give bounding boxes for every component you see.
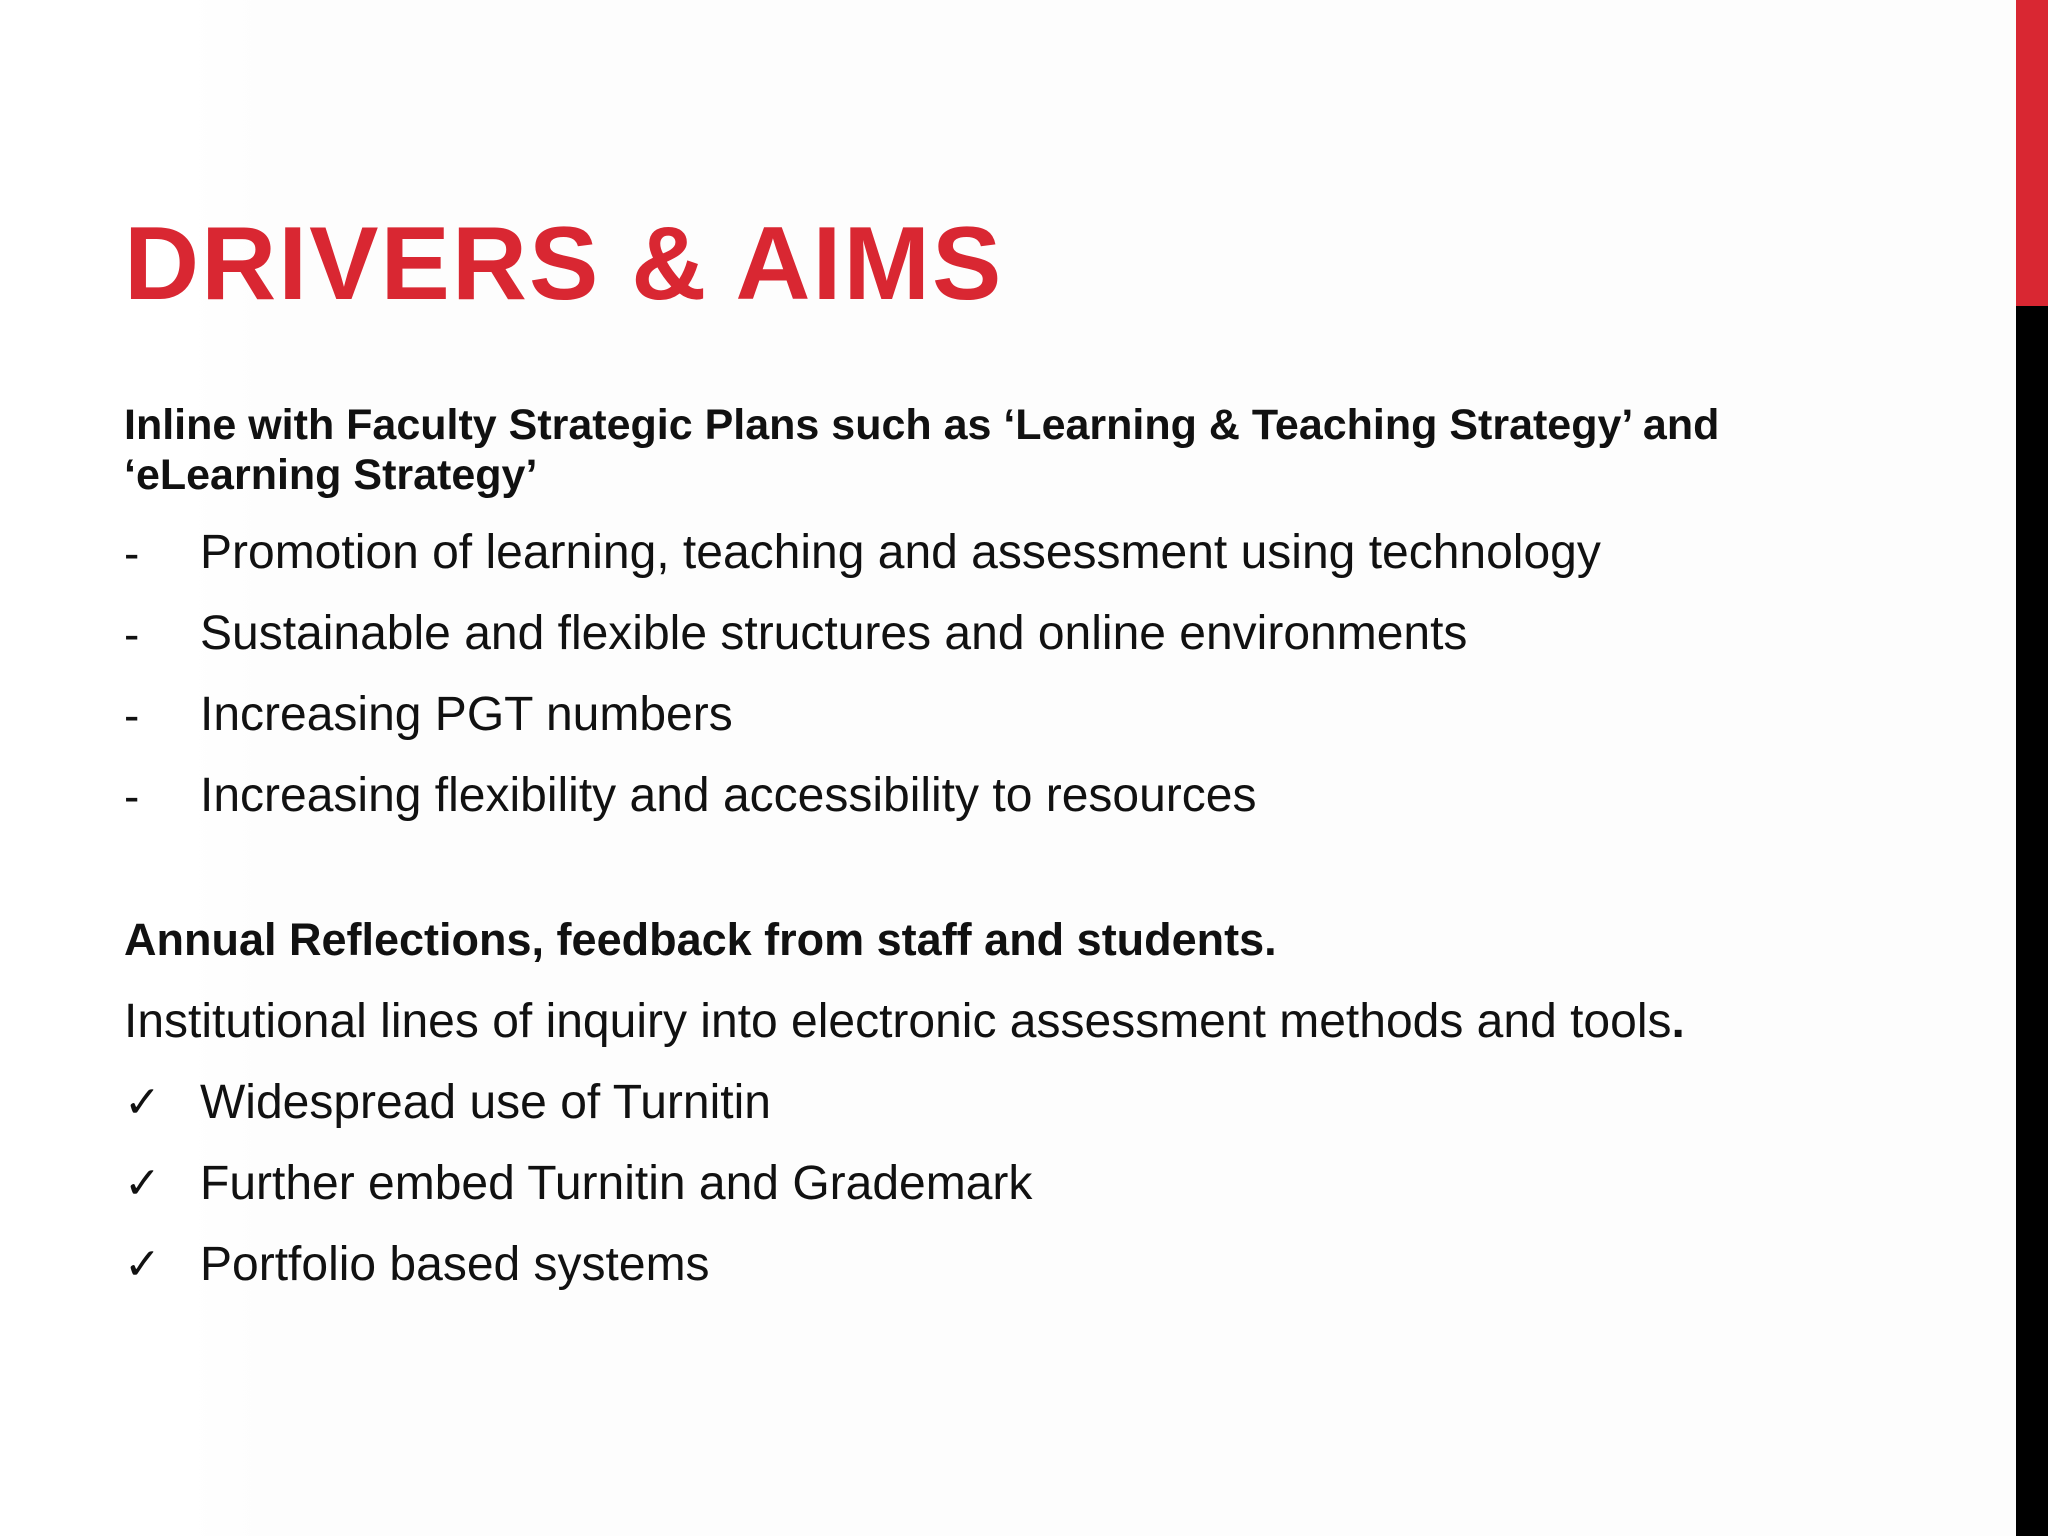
list-item-text: Widespread use of Turnitin bbox=[200, 1075, 771, 1129]
checkmark-icon: ✓ bbox=[124, 1239, 161, 1289]
accent-bar bbox=[2016, 0, 2048, 1536]
section2-statement bbox=[124, 980, 1924, 1062]
list-item bbox=[124, 512, 1924, 593]
dash-bullet: - bbox=[124, 769, 140, 822]
section1-lead: Inline with Faculty Strategic Plans such as ‘Learning & Teaching Strategy’ and ‘eLearning Strategy’ bbox=[124, 401, 1720, 499]
accent-bar-black bbox=[2016, 306, 2048, 1536]
aims-list bbox=[124, 1062, 1924, 1305]
checkmark-icon: ✓ bbox=[124, 1077, 161, 1127]
list-item bbox=[124, 1224, 1924, 1305]
list-item bbox=[124, 1062, 1924, 1143]
dash-bullet: - bbox=[124, 607, 140, 660]
list-item bbox=[124, 674, 1924, 755]
list-item-text: Increasing flexibility and accessibility to resources bbox=[200, 768, 1257, 822]
list-item-text: Increasing PGT numbers bbox=[200, 687, 733, 741]
statement-end: . bbox=[1671, 994, 1685, 1048]
list-item-text: Sustainable and flexible structures and online environments bbox=[200, 606, 1468, 660]
section-spacer bbox=[124, 836, 1924, 900]
checkmark-icon: ✓ bbox=[124, 1158, 161, 1208]
statement-text: Institutional lines of inquiry into electronic assessment methods and tools bbox=[124, 994, 1672, 1048]
dash-bullet: - bbox=[124, 688, 140, 741]
list-item bbox=[124, 1143, 1924, 1224]
section2-heading: Annual Reflections, feedback from staff and students. bbox=[124, 914, 1277, 965]
dash-bullet: - bbox=[124, 526, 140, 579]
list-item-text: Promotion of learning, teaching and assessment using technology bbox=[200, 525, 1601, 579]
list-item bbox=[124, 593, 1924, 674]
slide-content bbox=[124, 400, 1924, 1305]
list-item bbox=[124, 755, 1924, 836]
list-item-text: Portfolio based systems bbox=[200, 1237, 710, 1291]
accent-bar-red bbox=[2016, 0, 2048, 306]
drivers-list bbox=[124, 512, 1924, 836]
list-item-text: Further embed Turnitin and Grademark bbox=[200, 1156, 1033, 1210]
slide-title: DRIVERS & AIMS bbox=[124, 206, 1004, 322]
